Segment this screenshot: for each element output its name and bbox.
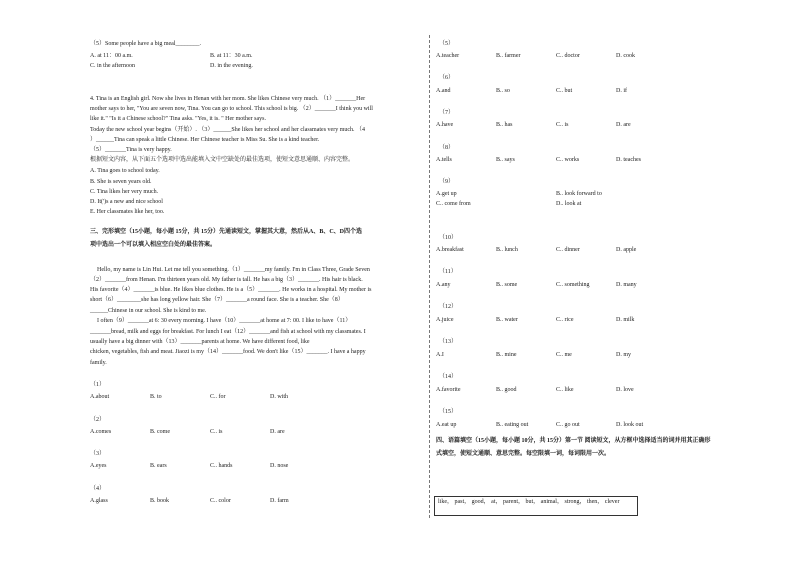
cloze-line-7: _______bread, milk and eggs for breakfast. For lunch I eat（12）_______and fish at school with my classmates. I <box>90 329 366 335</box>
cloze-q4-number: （4） <box>90 486 106 492</box>
cloze-q7-option-b[interactable]: B.. has <box>496 122 513 128</box>
passage4-option-b: B. She is seven years old. <box>90 179 152 185</box>
cloze-q14-number: （14） <box>439 374 458 380</box>
cloze-q14-option-d[interactable]: D. love <box>616 387 634 393</box>
cloze-q13-option-d[interactable]: D. my <box>616 352 631 358</box>
cloze-q7-number: （7） <box>439 110 455 116</box>
cloze-q13-number: （13） <box>439 339 458 345</box>
cloze-q12-option-a[interactable]: A.juice <box>436 317 454 323</box>
cloze-q15-number: （15） <box>439 409 458 415</box>
cloze-q9-option-b[interactable]: B.. look forward to <box>556 191 602 197</box>
cloze-q2-option-a[interactable]: A.comes <box>90 429 112 435</box>
cloze-q8-option-b[interactable]: B.. says <box>496 157 515 163</box>
cloze-q2-option-b[interactable]: B. come <box>150 429 170 435</box>
cloze-q9-option-a[interactable]: A.get up <box>436 191 457 197</box>
cloze-line-4: short（6）________she has long yellow hair. She（7）_______a round face. She is a teacher. She（8） <box>90 297 344 303</box>
cloze-q11-option-c[interactable]: C.. something <box>556 282 590 288</box>
section4-heading-line-1: 四、语篇填空（15小题，每小题 10分，共 15分）第一节 阅读短文，从方框中选择适当的词并用其正确形 <box>436 438 711 444</box>
cloze-q1-option-b[interactable]: B. to <box>150 394 162 400</box>
cloze-line-1: Hello, my name is Lin Hui. Let me tell you something.（1）_______my family. I'm in Class Three, Grade Seven <box>97 267 370 273</box>
cloze-q8-option-c[interactable]: C.. works <box>556 157 580 163</box>
cloze-q13-option-c[interactable]: C.. me <box>556 352 572 358</box>
cloze-q13-option-a[interactable]: A.I <box>436 352 444 358</box>
cloze-q12-option-c[interactable]: C.. rice <box>556 317 574 323</box>
cloze-q3-option-a[interactable]: A.eyes <box>90 463 107 469</box>
cloze-q3-option-b[interactable]: B. ears <box>150 463 167 469</box>
column-divider <box>429 35 430 518</box>
cloze-q14-option-c[interactable]: C.. like <box>556 387 574 393</box>
cloze-q4-option-b[interactable]: B. book <box>150 498 170 504</box>
passage4-line-6: （5）_______Tina is very happy. <box>90 147 172 153</box>
cloze-q1-option-c[interactable]: C.. for <box>210 394 226 400</box>
cloze-q1-number: （1） <box>90 382 106 388</box>
cloze-q10-option-d[interactable]: D. apple <box>616 247 637 253</box>
cloze-line-6: I often（9）_______at 6: 30 every morning. I have（10）_______at home at 7: 00. I like to have（11） <box>97 318 352 324</box>
cloze-q3-number: （3） <box>90 451 106 457</box>
cloze-q14-option-a[interactable]: A.favorite <box>436 387 461 393</box>
cloze-q9-option-d[interactable]: D.. look at <box>556 201 582 207</box>
section4-heading-line-2: 式填空，使短文通顺、意思完整。每空限填一词，每词限用一次。 <box>436 451 611 457</box>
cloze-q7-option-d[interactable]: D. are <box>616 122 631 128</box>
passage4-line-5: ）______Tina can speak a little Chinese. Her Chinese teacher is Miss Su. She is a kind teacher. <box>90 137 320 143</box>
cloze-q11-option-d[interactable]: D. many <box>616 282 637 288</box>
cloze-q15-option-a[interactable]: A.eat up <box>436 422 457 428</box>
cloze-line-2: （2）_______from Henan. I'm thirteen years old. My father is tall. He has a big（3）_______. His hair is black. <box>90 277 363 283</box>
cloze-q5-number: （5） <box>439 41 455 47</box>
passage4-line-4: Today the new school year begins（开始）. （3）______She likes her school and her classmates very much. （4 <box>90 127 366 133</box>
cloze-line-9: chicken, vegetables, fish and meat. Jiaozi is my（14）_______food. We don't like（15）_______. I have a happy <box>90 349 366 355</box>
cloze-q4-option-c[interactable]: C.. color <box>210 498 231 504</box>
passage4-line-1: 4. Tina is an English girl. Now she lives in Henan with her mom. She likes Chinese very much. （1）_______Her <box>90 96 366 102</box>
q5-stem: （5）Some people have a big meal________. <box>90 41 201 47</box>
cloze-q6-option-a[interactable]: A.and <box>436 88 451 94</box>
cloze-q10-option-a[interactable]: A.breakfast <box>436 247 464 253</box>
cloze-q14-option-b[interactable]: B.. good <box>496 387 517 393</box>
q5-option-b[interactable]: B. at 11：30 a.m. <box>210 53 253 59</box>
cloze-line-3: His favorite（4）_______is blue. He likes blue clothes. He is a（5）_______. He works in a hospital. My mother is <box>90 287 372 293</box>
cloze-q10-number: （10） <box>439 235 458 241</box>
cloze-q2-option-c[interactable]: C.. is <box>210 429 223 435</box>
passage4-line-3: like it." "Is it a Chinese school?" Tina asks. "Yes, it is. " Her mother says. <box>90 116 266 122</box>
cloze-q15-option-c[interactable]: C.. go out <box>556 422 580 428</box>
cloze-q9-option-c[interactable]: C.. come from <box>436 201 471 207</box>
passage4-option-e: E. Her classmates like her, too. <box>90 209 165 215</box>
cloze-q9-number: （9） <box>439 179 455 185</box>
cloze-q7-option-c[interactable]: C.. is <box>556 122 569 128</box>
cloze-q12-number: （12） <box>439 304 458 310</box>
cloze-q4-option-a[interactable]: A.glass <box>90 498 108 504</box>
cloze-q11-option-a[interactable]: A.any <box>436 282 451 288</box>
cloze-q2-number: （2） <box>90 417 106 423</box>
cloze-q5-option-a[interactable]: A.teacher <box>436 53 460 59</box>
cloze-q6-number: （6） <box>439 75 455 81</box>
cloze-q10-option-c[interactable]: C.. dinner <box>556 247 580 253</box>
cloze-q11-number: （11） <box>439 269 457 275</box>
cloze-line-5: ______Chinese in our school. She is kind to me. <box>90 308 207 314</box>
cloze-q12-option-b[interactable]: B.. water <box>496 317 518 323</box>
cloze-q2-option-d[interactable]: D. are <box>270 429 285 435</box>
cloze-q5-option-b[interactable]: B.. farmer <box>496 53 521 59</box>
passage4-option-d: D. It(')s a new and nice school <box>90 199 163 205</box>
cloze-q4-option-d[interactable]: D. farm <box>270 498 289 504</box>
passage4-option-a: A. Tina goes to school today. <box>90 168 160 174</box>
cloze-q3-option-d[interactable]: D. nose <box>270 463 289 469</box>
cloze-q8-number: （8） <box>439 145 455 151</box>
cloze-line-10: family. <box>90 360 107 366</box>
cloze-q8-option-a[interactable]: A.tells <box>436 157 452 163</box>
cloze-q6-option-d[interactable]: D. if <box>616 88 627 94</box>
cloze-q10-option-b[interactable]: B.. lunch <box>496 247 518 253</box>
cloze-q6-option-c[interactable]: C.. but <box>556 88 573 94</box>
cloze-q8-option-d[interactable]: D. teaches <box>616 157 641 163</box>
section3-heading-line-2: 项中选出一个可以填入相应空白处的最佳答案。 <box>90 242 217 248</box>
q5-option-a[interactable]: A. at 11：00 a.m. <box>90 53 133 59</box>
cloze-q6-option-b[interactable]: B.. so <box>496 88 510 94</box>
cloze-q12-option-d[interactable]: D. milk <box>616 317 635 323</box>
cloze-line-8: usually have a big dinner with（13）_______parents at home. We have different food, like <box>90 339 310 345</box>
word-bank-box: like， past， good， at， parent， but， animal， strong， then， clever <box>434 496 638 516</box>
cloze-q5-option-c[interactable]: C.. doctor <box>556 53 580 59</box>
cloze-q13-option-b[interactable]: B.. mine <box>496 352 517 358</box>
passage4-instruction: 根据短文内容，从下面五个选项中选出能填入文中空缺处的最佳选项，使短文意思通顺、内容完整。 <box>90 157 355 163</box>
passage4-option-c: C. Tina likes her very much. <box>90 189 159 195</box>
q5-option-c[interactable]: C. in the afternoon <box>90 63 135 69</box>
cloze-q1-option-a[interactable]: A.about <box>90 394 110 400</box>
cloze-q5-option-d[interactable]: D. cook <box>616 53 635 59</box>
cloze-q7-option-a[interactable]: A.have <box>436 122 454 128</box>
q5-option-d[interactable]: D. in the evening. <box>210 63 253 69</box>
cloze-q15-option-b[interactable]: B.. eating out <box>496 422 529 428</box>
cloze-q1-option-d[interactable]: D. with <box>270 394 288 400</box>
passage4-line-2: mother says to her, "You are seven now, Tina. You can go to school. This school is big. （2）_______I think you will <box>90 106 373 112</box>
cloze-q11-option-b[interactable]: B.. some <box>496 282 518 288</box>
cloze-q15-option-d[interactable]: D. look out <box>616 422 644 428</box>
section3-heading-line-1: 三、完形填空（15小题，每小题 15分，共 15分）先通读短文，掌握其大意，然后从A、B、C、D四个选 <box>90 229 363 235</box>
cloze-q3-option-c[interactable]: C.. hands <box>210 463 233 469</box>
